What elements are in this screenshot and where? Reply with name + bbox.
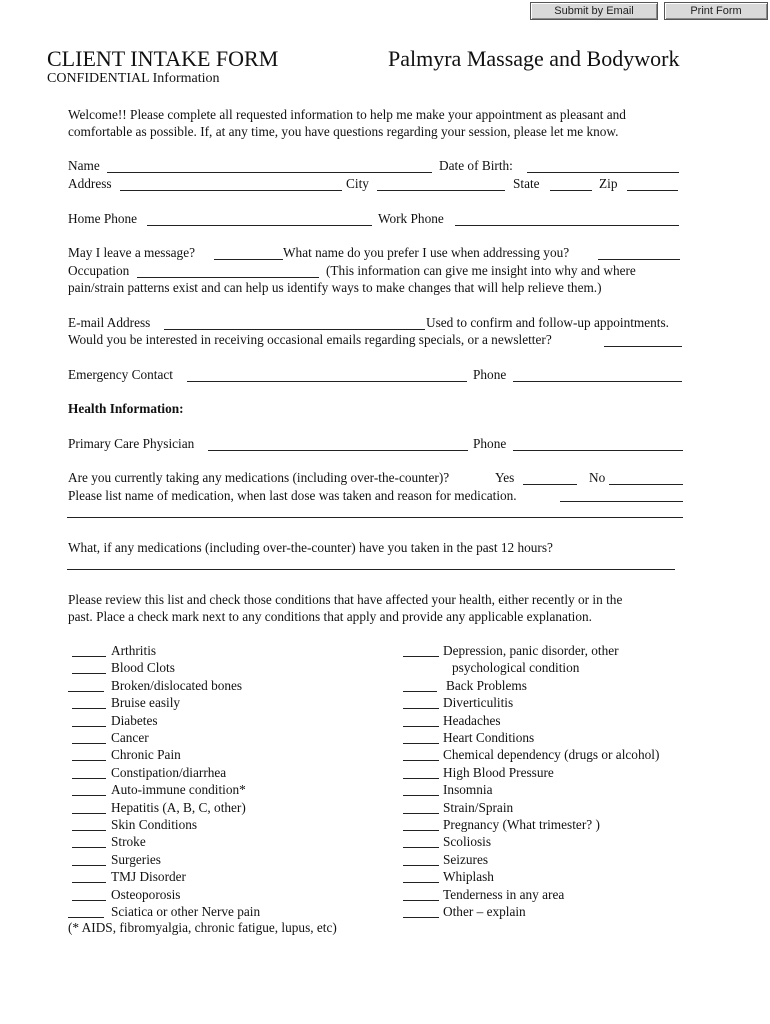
- condition-label: Hepatitis (A, B, C, other): [111, 799, 246, 815]
- email-note: Used to confirm and follow-up appointments.: [426, 315, 669, 330]
- condition-checkbox[interactable]: [403, 813, 439, 814]
- dob-label: Date of Birth:: [439, 158, 513, 173]
- medications-question: Are you currently taking any medications (including over-the-counter)?: [68, 470, 450, 485]
- welcome-text: Welcome!! Please complete all requested information to help me make your appointment as pleasant and: [68, 107, 626, 122]
- state-label: State: [513, 176, 540, 191]
- condition-checkbox[interactable]: [403, 743, 439, 744]
- health-heading: Health Information:: [68, 401, 184, 416]
- condition-label: Blood Clots: [111, 660, 175, 676]
- submit-by-email-button[interactable]: Submit by Email: [530, 2, 658, 20]
- physician-phone-label: Phone: [473, 436, 507, 451]
- condition-checkbox[interactable]: [403, 865, 439, 866]
- city-label: City: [346, 176, 369, 191]
- condition-checkbox[interactable]: [72, 656, 106, 657]
- condition-label: Stroke: [111, 834, 146, 850]
- medication-list-label: Please list name of medication, when last dose was taken and reason for medication.: [68, 488, 517, 503]
- medications-yes-label: Yes: [495, 470, 515, 485]
- condition-checkbox[interactable]: [72, 673, 106, 674]
- condition-checkbox[interactable]: [72, 760, 106, 761]
- dob-field[interactable]: [527, 172, 679, 173]
- condition-checkbox[interactable]: [403, 691, 437, 692]
- footnote: (* AIDS, fibromyalgia, chronic fatigue, lupus, etc): [68, 920, 337, 935]
- condition-checkbox[interactable]: [403, 726, 439, 727]
- occupation-note: (This information can give me insight into why and where: [326, 263, 636, 278]
- condition-checkbox[interactable]: [403, 656, 439, 657]
- emergency-contact-label: Emergency Contact: [68, 367, 173, 382]
- medications-no-field[interactable]: [609, 484, 683, 485]
- condition-label: Arthritis: [111, 643, 157, 658]
- condition-label: Pregnancy (What trimester? ): [443, 817, 600, 832]
- newsletter-field[interactable]: [604, 346, 682, 347]
- condition-label: Heart Conditions: [443, 730, 535, 745]
- email-field[interactable]: [164, 329, 425, 330]
- occupation-label: Occupation: [68, 263, 130, 278]
- state-field[interactable]: [550, 190, 592, 191]
- condition-label: Insomnia: [443, 782, 493, 798]
- condition-label: Seizures: [443, 851, 489, 867]
- condition-label: Skin Conditions: [111, 817, 198, 832]
- condition-label: Chronic Pain: [111, 747, 181, 763]
- work-phone-field[interactable]: [455, 225, 679, 226]
- form-title: CLIENT INTAKE FORM: [47, 46, 279, 71]
- condition-checkbox[interactable]: [403, 847, 439, 848]
- condition-label: Surgeries: [111, 851, 161, 867]
- condition-checkbox[interactable]: [72, 847, 106, 848]
- condition-label: psychological condition: [452, 660, 580, 676]
- emergency-contact-field[interactable]: [187, 381, 467, 382]
- condition-checkbox[interactable]: [403, 882, 439, 883]
- condition-label: Strain/Sprain: [443, 799, 514, 815]
- conditions-instructions: past. Place a check mark next to any conditions that apply and provide any applicable explanation.: [68, 609, 592, 624]
- condition-checkbox[interactable]: [72, 900, 106, 901]
- medications-no-label: No: [589, 470, 606, 485]
- address-field[interactable]: [120, 190, 342, 191]
- condition-checkbox[interactable]: [403, 708, 439, 709]
- condition-checkbox[interactable]: [403, 795, 439, 796]
- print-form-button[interactable]: Print Form: [664, 2, 768, 20]
- zip-label: Zip: [599, 176, 618, 191]
- emergency-phone-label: Phone: [473, 367, 507, 382]
- welcome-text: comfortable as possible. If, at any time, you have questions regarding your session, please let me know.: [68, 124, 619, 139]
- condition-checkbox[interactable]: [68, 917, 104, 918]
- confidential-label: CONFIDENTIAL Information: [47, 71, 220, 86]
- condition-checkbox[interactable]: [72, 778, 106, 779]
- medication-list-field[interactable]: [560, 501, 683, 502]
- leave-message-label: May I leave a message?: [68, 245, 195, 260]
- home-phone-label: Home Phone: [68, 211, 138, 226]
- condition-label: Scoliosis: [443, 834, 492, 850]
- condition-checkbox[interactable]: [72, 726, 106, 727]
- condition-checkbox[interactable]: [72, 813, 106, 814]
- condition-label: Broken/dislocated bones: [111, 677, 243, 693]
- leave-message-field[interactable]: [214, 259, 283, 260]
- address-label: Address: [68, 176, 112, 191]
- condition-label: Depression, panic disorder, other: [443, 643, 619, 658]
- condition-label: Whiplash: [443, 869, 494, 885]
- past-12-hours-label: What, if any medications (including over-the-counter) have you taken in the past 12 hours?: [68, 540, 553, 555]
- emergency-phone-field[interactable]: [513, 381, 682, 382]
- condition-checkbox[interactable]: [72, 708, 106, 709]
- condition-label: Osteoporosis: [111, 886, 181, 902]
- condition-label: Chemical dependency (drugs or alcohol): [443, 747, 660, 763]
- condition-label: Back Problems: [446, 677, 527, 693]
- preferred-name-field[interactable]: [598, 259, 680, 260]
- condition-label: Cancer: [111, 730, 149, 745]
- condition-label: Diverticulitis: [443, 695, 514, 711]
- conditions-instructions: Please review this list and check those conditions that have affected your health, either recently or in the: [68, 592, 623, 607]
- condition-label: High Blood Pressure: [443, 764, 554, 780]
- medications-yes-field[interactable]: [523, 484, 577, 485]
- condition-label: Other – explain: [443, 904, 526, 919]
- condition-label: Auto-immune condition*: [111, 782, 246, 798]
- condition-checkbox[interactable]: [68, 691, 104, 692]
- past-12-hours-field[interactable]: [67, 569, 675, 570]
- name-field[interactable]: [107, 172, 432, 173]
- name-label: Name: [68, 158, 100, 173]
- condition-checkbox[interactable]: [403, 900, 439, 901]
- condition-checkbox[interactable]: [72, 830, 106, 831]
- work-phone-label: Work Phone: [378, 211, 444, 226]
- condition-checkbox[interactable]: [72, 882, 106, 883]
- physician-label: Primary Care Physician: [68, 436, 195, 451]
- occupation-note: pain/strain patterns exist and can help us identify ways to make changes that will help relieve them.): [68, 280, 602, 295]
- newsletter-label: Would you be interested in receiving occasional emails regarding specials, or a newsletter?: [68, 332, 552, 347]
- email-label: E-mail Address: [68, 315, 151, 330]
- condition-label: Sciatica or other Nerve pain: [111, 904, 261, 919]
- home-phone-field[interactable]: [147, 225, 372, 226]
- condition-label: Diabetes: [111, 712, 158, 728]
- condition-checkbox[interactable]: [403, 778, 439, 779]
- condition-checkbox[interactable]: [403, 830, 439, 831]
- physician-field[interactable]: [208, 450, 468, 451]
- occupation-field[interactable]: [137, 277, 319, 278]
- zip-field[interactable]: [627, 190, 678, 191]
- business-name: Palmyra Massage and Bodywork: [388, 46, 680, 71]
- physician-phone-field[interactable]: [513, 450, 683, 451]
- condition-label: Tenderness in any area: [443, 886, 565, 902]
- condition-label: Bruise easily: [111, 695, 181, 711]
- condition-checkbox[interactable]: [72, 795, 106, 796]
- condition-label: TMJ Disorder: [111, 869, 186, 885]
- condition-label: Headaches: [443, 712, 501, 728]
- condition-checkbox[interactable]: [72, 865, 106, 866]
- city-field[interactable]: [377, 190, 505, 191]
- condition-label: Constipation/diarrhea: [111, 764, 227, 780]
- condition-checkbox[interactable]: [403, 760, 439, 761]
- condition-checkbox[interactable]: [403, 917, 439, 918]
- preferred-name-label: What name do you prefer I use when addressing you?: [283, 245, 570, 260]
- medication-list-field-2[interactable]: [67, 517, 683, 518]
- condition-checkbox[interactable]: [72, 743, 106, 744]
